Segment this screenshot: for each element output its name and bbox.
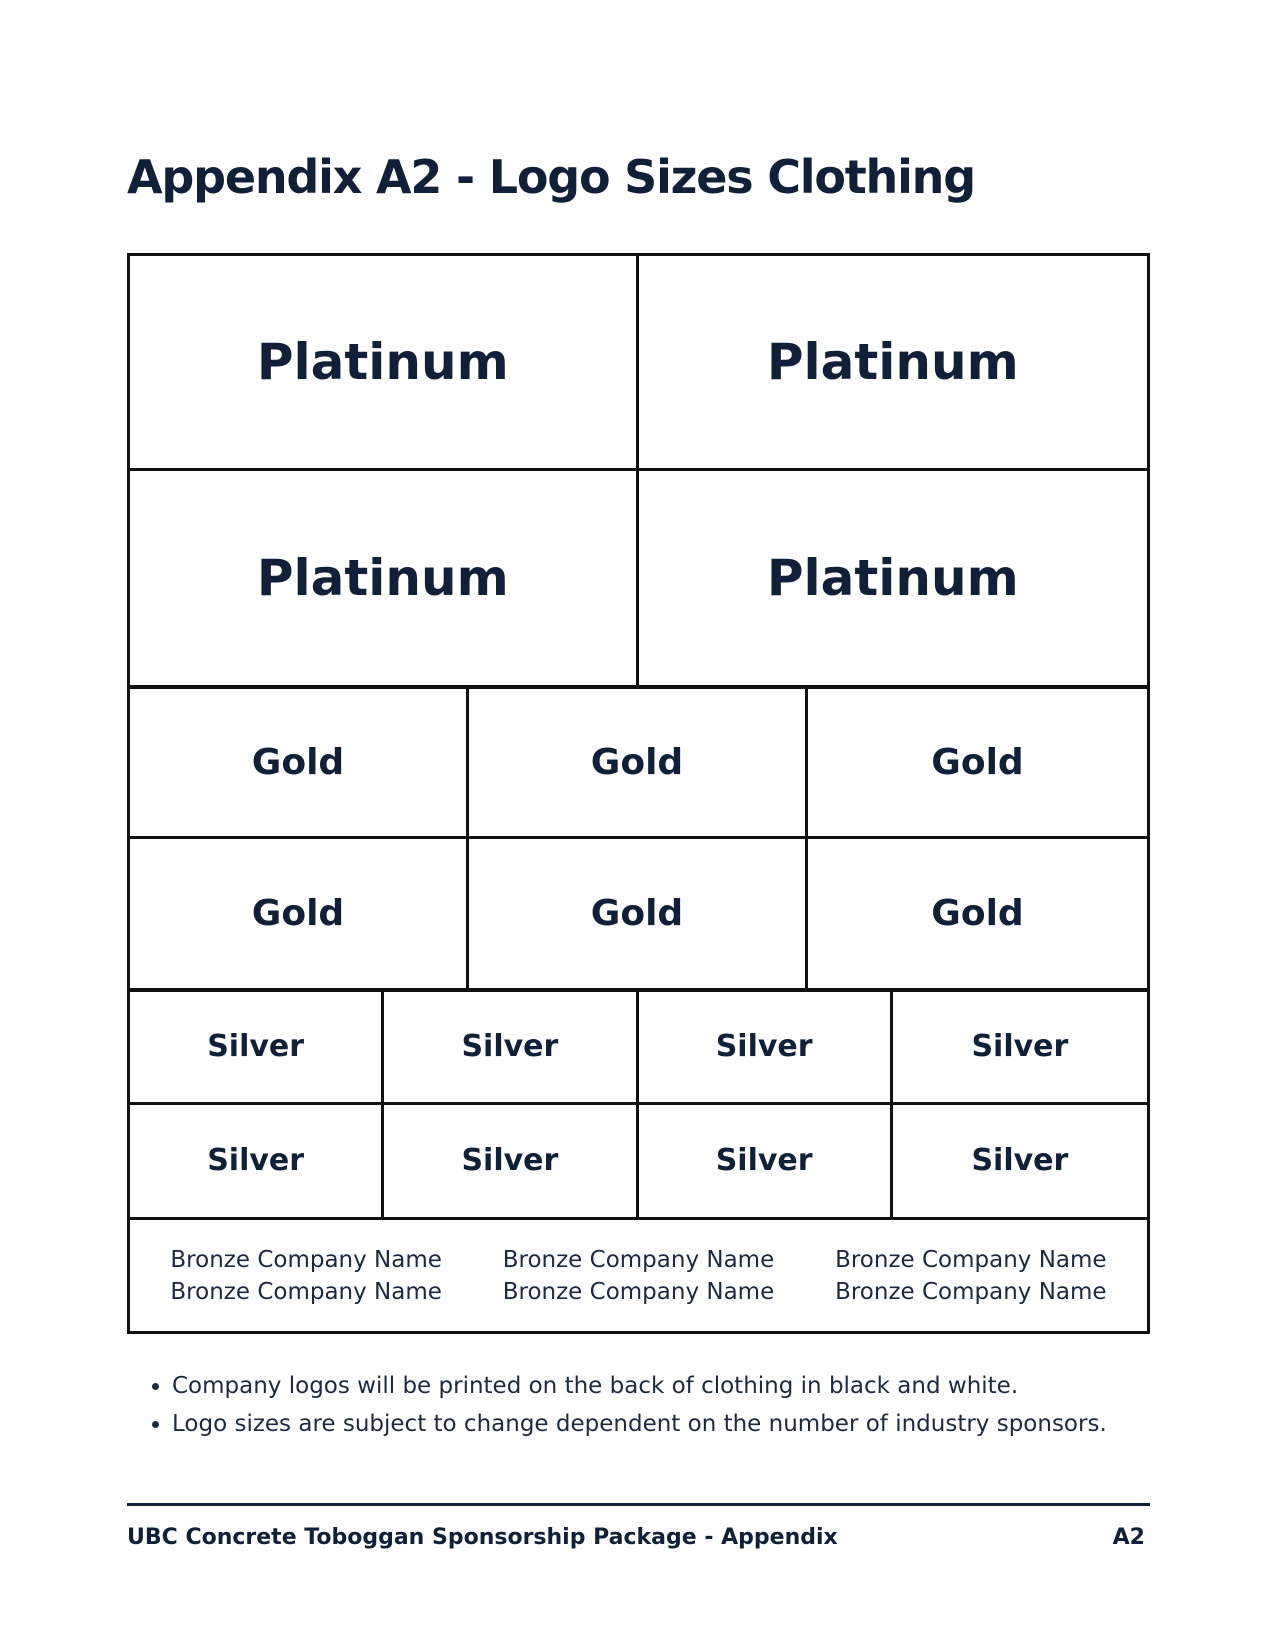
platinum-logo-slot: Platinum: [639, 256, 1148, 471]
bronze-company-name: Bronze Company Name: [502, 1278, 775, 1305]
bronze-name-list: [127, 1217, 1150, 1334]
silver-logo-slot: Silver: [384, 1105, 638, 1218]
bronze-company-name: Bronze Company Name: [835, 1246, 1107, 1273]
silver-logo-slot: Silver: [130, 992, 384, 1105]
gold-logo-slot: Gold: [130, 839, 469, 989]
silver-logo-slot: Silver: [384, 992, 638, 1105]
footer-divider: [127, 1503, 1150, 1506]
platinum-logo-slot: Platinum: [130, 256, 639, 471]
note-item: • Logo sizes are subject to change dependent on the number of industry sponsors.: [172, 1405, 1152, 1443]
silver-logo-slot: Silver: [971, 1143, 1069, 1179]
note-item: • Company logos will be printed on the back of clothing in black and white.: [172, 1367, 1152, 1405]
bronze-company-name: Bronze Company Name: [502, 1246, 775, 1273]
bronze-company-name: Bronze Company Name: [835, 1278, 1107, 1305]
platinum-logo-slot: Platinum: [766, 548, 1019, 607]
silver-logo-slot: Silver: [639, 1105, 893, 1218]
silver-logo-slot: Silver: [893, 992, 1147, 1105]
platinum-logo-slot: Platinum: [130, 471, 639, 686]
gold-logo-slot: Gold: [931, 892, 1024, 934]
gold-logo-slot: Gold: [808, 689, 1147, 839]
gold-logo-slot: Gold: [469, 689, 808, 839]
bronze-company-name: Bronze Company Name: [170, 1278, 442, 1305]
platinum-logo-grid: [127, 253, 1150, 688]
footer-page-label: A2: [1112, 1525, 1145, 1550]
footer-document-title: UBC Concrete Toboggan Sponsorship Package - Appendix: [127, 1525, 838, 1550]
gold-logo-slot: Gold: [469, 839, 808, 989]
gold-logo-slot: Gold: [130, 689, 469, 839]
page-title: Appendix A2 - Logo Sizes Clothing: [127, 150, 975, 204]
silver-logo-slot: Silver: [130, 1105, 384, 1218]
bronze-company-name: Bronze Company Name: [170, 1246, 442, 1273]
gold-logo-grid: [127, 688, 1150, 991]
silver-logo-slot: Silver: [639, 992, 893, 1105]
silver-logo-grid: [127, 991, 1150, 1220]
notes-list: [140, 1367, 1152, 1443]
